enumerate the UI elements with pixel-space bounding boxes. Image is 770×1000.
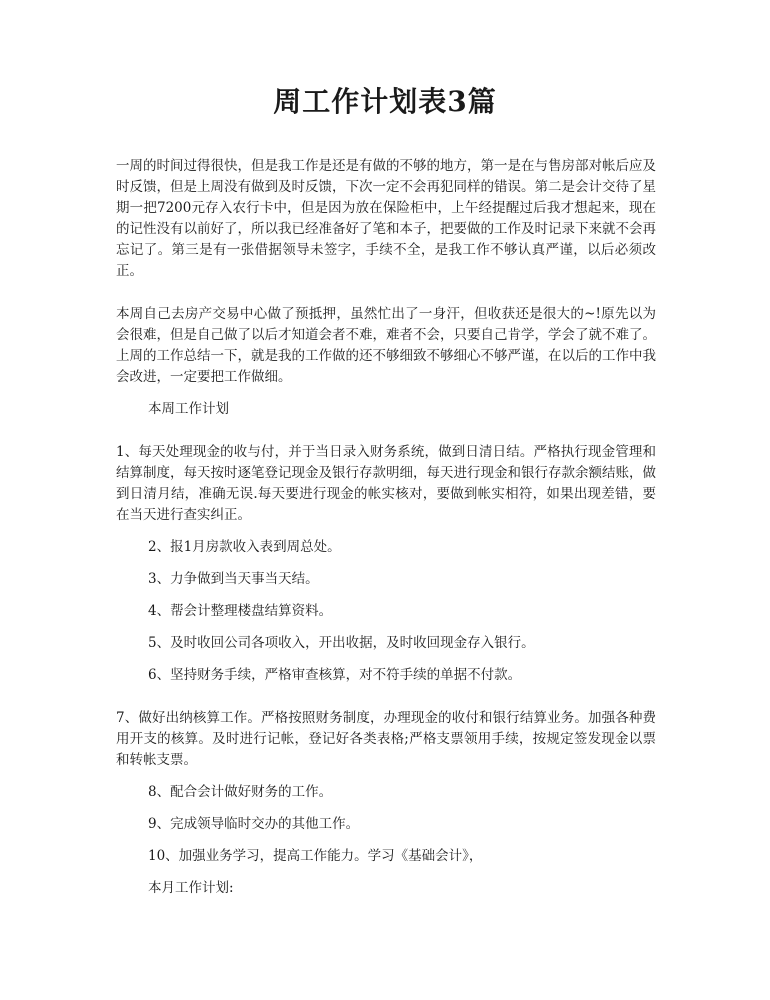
document-title: 周工作计划表3篇 — [273, 85, 497, 118]
plan-item-8: 8、配合会计做好财务的工作。 — [148, 784, 333, 800]
plan-item-2: 2、报1月房款收入表到周总处。 — [148, 539, 341, 555]
document-body — [116, 156, 656, 899]
plan-item-1: 1、每天处理现金的收与付，并于当日录入财务系统，做到日清日结。严格执行现金管理和结算制度，每天按时逐笔登记现金及银行存款明细，每天进行现金和银行存款余额结账，做到日清月结，准确无误.每天要进行现金的帐实核对，要做到帐实相符，如果出现差错，要在当天进行查实纠正。 — [116, 444, 656, 523]
plan-item-7: 7、做好出纳核算工作。严格按照财务制度，办理现金的收付和银行结算业务。加强各种费用开支的核算。及时进行记帐，登记好各类表格;严格支票领用手续，按规定签发现金以票和转帐支票。 — [116, 710, 656, 768]
heading-monthly-plan: 本月工作计划: — [148, 880, 234, 896]
plan-item-6: 6、坚持财务手续，严格审查核算，对不符手续的单据不付款。 — [148, 667, 522, 683]
paragraph-weekly-review: 一周的时间过得很快，但是我工作是还是有做的不够的地方，第一是在与售房部对帐后应及时反馈，但是上周没有做到及时反馈，下次一定不会再犯同样的错误。第二是会计交待了星期一把7200元存入农行卡中，但是因为放在保险柜中，上午经提醒过后我才想起来，现在的记性没有以前好了，所以我已经准备好了笔和本子，把要做的工作及时记录下来就不会再忘记了。第三是有一张借据领导未签字，手续不全，是我工作不够认真严谨，以后必须改正。 — [116, 158, 656, 279]
paragraph-presale-mortgage: 本周自己去房产交易中心做了预抵押，虽然忙出了一身汗，但收获还是很大的~!原先以为会很难，但是自己做了以后才知道会者不难，难者不会，只要自己肯学，学会了就不难了。上周的工作总结一下，就是我的工作做的还不够细致不够细心不够严谨，在以后的工作中我会改进，一定要把工作做细。 — [116, 306, 656, 385]
plan-item-3: 3、力争做到当天事当天结。 — [148, 571, 319, 587]
plan-item-4: 4、帮会计整理楼盘结算资料。 — [148, 603, 333, 619]
plan-item-9: 9、完成领导临时交办的其他工作。 — [148, 816, 360, 832]
plan-item-10: 10、加强业务学习，提高工作能力。学习《基础会计》， — [148, 848, 483, 864]
heading-weekly-plan: 本周工作计划 — [148, 401, 229, 417]
plan-item-5: 5、及时收回公司各项收入，开出收据，及时收回现金存入银行。 — [148, 635, 535, 651]
